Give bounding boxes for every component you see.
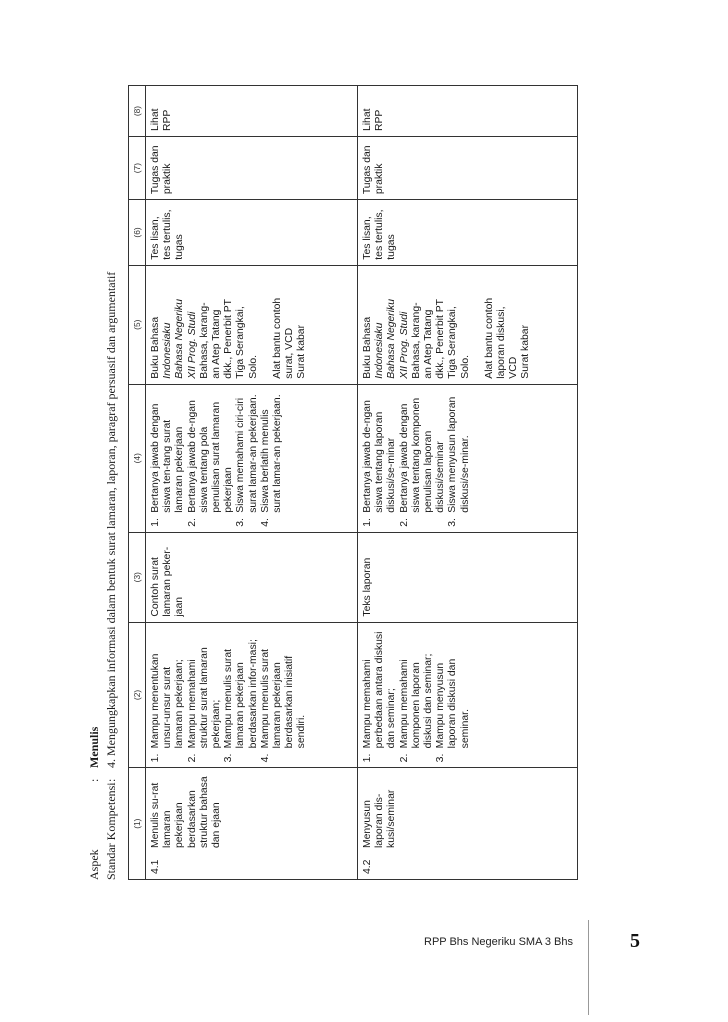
bentuk-cell: Tugas dan praktik [358, 137, 578, 200]
col-header-3: (3) [129, 532, 146, 622]
list-item: 1. Mampu menentukan unsur-unsur surat lamaran pekerjaan; [150, 653, 186, 763]
list-item: 2. Bertanya jawab dengan siswa tentang komponen penulisan laporan diskusi/seminar [398, 397, 447, 527]
list-item: 3. Siswa menyusun laporan diskusi/se-minar. [447, 396, 471, 527]
materi-cell: Contoh surat lamaran peker-jaan [146, 532, 358, 622]
indikator-cell [146, 622, 358, 768]
header-row [129, 86, 146, 880]
page-number: 5 [630, 930, 640, 952]
sk-value: 4. Mengungkapkan informasi dalam bentuk surat lamaran, laporan, paragraf persuasif dan argumentatif [104, 271, 118, 768]
kegiatan-cell [146, 384, 358, 532]
colon: : [87, 778, 101, 782]
standar-kompetensi-row [103, 85, 120, 880]
kd-cell [358, 768, 578, 880]
list-item: 1. Bertanya jawab de-ngan siswa tentang laporan diskusi/se-minar [362, 400, 398, 527]
indikator-cell [358, 622, 578, 768]
penilaian-cell: Tes lisan, tes tertulis, tugas [358, 200, 578, 266]
sumber-cell: Buku Bahasa Indonesiaku Bahasa Negeriku XII Prog. Studi Bahasa, karang- an Atep Tatang dkk., Penerbit PT Tiga Serangkai, Solo. Alat bantu contoh surat, VCD Surat kabar [146, 265, 358, 384]
keterangan-cell: Lihat RPP [358, 86, 578, 137]
kd-text: Menulis su-rat lamaran pekerjaan berdasarkan struktur bahasa dan ejaan [150, 776, 223, 848]
kd-text: Menyusun laporan dis-kusi/seminar [362, 789, 398, 848]
list-item: 4. Siswa berlatih menulis surat lamar-an pekerjaan. [259, 394, 284, 527]
aspek-label: Aspek [87, 849, 101, 880]
col-header-6: (6) [129, 200, 146, 266]
list-item: 2. Mampu memahami komponen laporan diskusi dan seminar; [398, 653, 435, 763]
col-header-4: (4) [129, 384, 146, 532]
sumber-cell: Buku Bahasa Indonesiaku Bahasa Negeriku XII Prog. Studi Bahasa, karang- an Atep Tatang dkk., Penerbit PT Tiga Serangkai, Solo. Alat bantu contoh laporan diskusi, VCD Surat kabar [358, 265, 578, 384]
aspek-value: Menulis [87, 726, 101, 768]
footer-text: RPP Bhs Negeriku SMA 3 Bhs [424, 936, 573, 948]
keterangan-cell: Lihat RPP [146, 86, 358, 137]
col-header-1: (1) [129, 768, 146, 880]
list-item: 3. Siswa memahami ciri-ciri surat lamar-an pekerjaan. [235, 394, 259, 527]
table-row [358, 86, 578, 880]
bentuk-cell: Tugas dan praktik [146, 137, 358, 200]
col-header-2: (2) [129, 622, 146, 768]
kegiatan-cell [358, 384, 578, 532]
list-item: 1. Bertanya jawab dengan siswa ten-tang surat lamaran pekerjaan [150, 403, 186, 527]
aspek-row [86, 85, 103, 880]
kd-number: 4.2 [362, 859, 373, 874]
list-item: 2. Bertanya jawab de-ngan siswa tentang pola penulisan surat lamaran pekerjaan [186, 400, 235, 527]
col-header-7: (7) [129, 137, 146, 200]
sk-label: Standar Kompetensi [104, 782, 118, 880]
kd-number: 4.1 [150, 859, 161, 874]
list-item: 4. Mampu menulis surat lamaran pekerjaan berdasarkan inisiatif sendiri. [259, 648, 308, 763]
materi-cell: Teks laporan [358, 532, 578, 622]
document-heading [86, 85, 120, 880]
rotated-page-content [86, 85, 606, 880]
list-item: 2. Mampu memahami struktur surat lamaran pekerjaan; [186, 647, 223, 763]
penilaian-cell: Tes lisan, tes tertulis, tugas [146, 200, 358, 266]
col-header-8: (8) [129, 86, 146, 137]
silabus-table [128, 85, 578, 880]
colon: : [104, 778, 118, 782]
kd-cell [146, 768, 358, 880]
footer-divider [588, 920, 589, 1015]
list-item: 3. Mampu menulis surat lamaran pekerjaan berdasarkan infor-masi; [223, 639, 259, 763]
table-row [146, 86, 358, 880]
col-header-5: (5) [129, 265, 146, 384]
list-item: 3. Mampu menyusun laporan diskusi dan seminar. [435, 658, 471, 763]
list-item: 1. Mampu memahami perbedaan antara diskusi dan seminar; [362, 631, 398, 763]
